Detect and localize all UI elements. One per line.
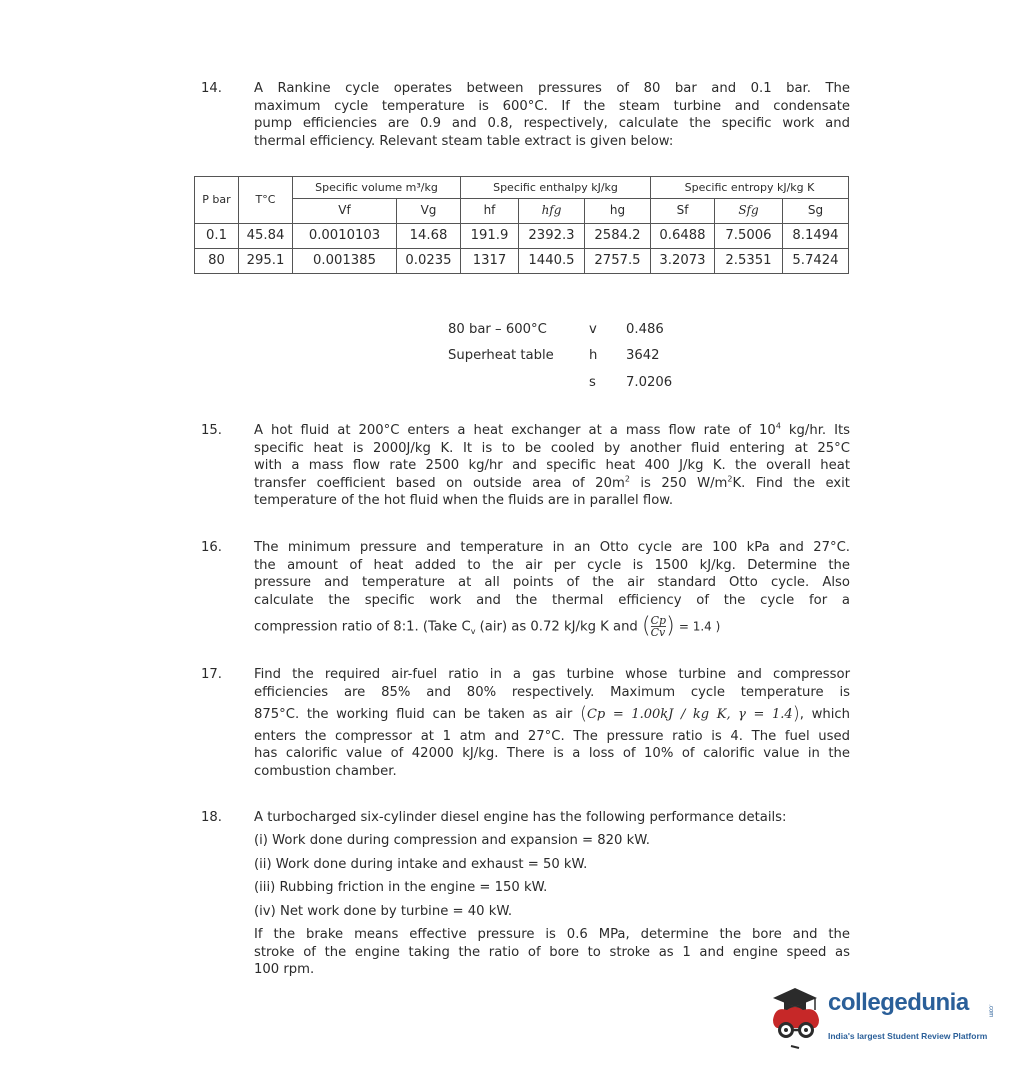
list-item: (ii) Work done during intake and exhaust = 50 kW. — [254, 856, 588, 872]
superheat-v-symbol: v — [589, 322, 597, 337]
text-line: compression ratio of 8:1. (Take $C_v$ (air) as 0.72 kJ/kg K and ( $\frac{Cp}{Cv}$ ) = 1.4 ) — [254, 614, 721, 640]
subheader-sfg: Sfg — [715, 199, 783, 224]
subheader-hfg: hfg — [519, 199, 585, 224]
cp-cv-fraction: $\frac{Cp}{Cv}$ — [650, 614, 667, 640]
cell: 2.5351 — [715, 249, 783, 274]
steam-table — [194, 176, 849, 274]
text-line: A Rankine cycle operates between pressures of 80 bar and 0.1 bar. The — [254, 81, 850, 96]
table-row — [195, 249, 849, 274]
cell: 0.0010103 — [293, 224, 397, 249]
text-line: stroke of the engine taking the ratio of bore to stroke as 1 and engine speed as — [254, 944, 850, 960]
cell: 2584.2 — [585, 224, 651, 249]
text-line: efficiencies are 85% and 80% respectively. Maximum cycle temperature is — [254, 684, 850, 700]
question-text — [254, 422, 850, 510]
superheat-s-value: 7.0206 — [626, 375, 673, 390]
text-line: The minimum pressure and temperature in an Otto cycle are 100 kPa and 27°C. — [254, 540, 850, 555]
mascot-icon — [765, 980, 827, 1060]
question-text — [254, 80, 850, 150]
text-line: combustion chamber. — [254, 763, 397, 779]
text-line: transfer coefficient based on outside area of $20m^2$ is 250 $W/m^2K$. Find the exit — [254, 474, 850, 491]
collegedunia-logo — [765, 980, 995, 1070]
superheat-h-value: 3642 — [626, 348, 660, 363]
text-line: specific heat is 2000J/kg K. It is to be cooled by another fluid entering at 25°C — [254, 440, 850, 456]
text-line: If the brake means effective pressure is 0.6 MPa, determine the bore and the — [254, 927, 850, 942]
cell: 2757.5 — [585, 249, 651, 274]
left-paren: ( — [642, 614, 651, 640]
list-item: (iv) Net work done by turbine = 40 kW. — [254, 903, 513, 919]
superheat-h-symbol: h — [589, 348, 598, 363]
cell: 0.6488 — [651, 224, 715, 249]
cell: 0.001385 — [293, 249, 397, 274]
text-line: pump efficiencies are 0.9 and 0.8, respectively, calculate the specific work and — [254, 116, 850, 132]
list-item: (i) Work done during compression and expansion = 820 kW. — [254, 833, 650, 848]
question-text — [254, 666, 850, 780]
text-line: with a mass flow rate 2500 kg/hr and specific heat 400 J/kg K. the overall heat — [254, 458, 850, 474]
header-specific-entropy: Specific entropy kJ/kg K — [651, 177, 849, 199]
text-line: enters the compressor at 1 atm and 27°C. The pressure ratio is 4. The fuel used — [254, 728, 850, 744]
cell: 1317 — [461, 249, 519, 274]
cell: 14.68 — [397, 224, 461, 249]
cell: 2392.3 — [519, 224, 585, 249]
superheat-label: Superheat table — [448, 348, 554, 363]
text-line: calculate the specific work and the thermal efficiency of the cycle for a — [254, 592, 850, 608]
question-number: 16. — [201, 540, 222, 555]
question-text — [254, 809, 850, 979]
subheader-sf: Sf — [651, 199, 715, 224]
text-line: Find the required air-fuel ratio in a gas turbine whose turbine and compressor — [254, 667, 850, 682]
subheader-sg: Sg — [783, 199, 849, 224]
question-number: 15. — [201, 423, 222, 438]
cell: 8.1494 — [783, 224, 849, 249]
text-line: 100 rpm. — [254, 962, 315, 978]
question-number: 17. — [201, 667, 222, 682]
question-intro: A turbocharged six-cylinder diesel engine has the following performance details: — [254, 810, 787, 825]
cell: 1440.5 — [519, 249, 585, 274]
header-specific-volume: Specific volume m³/kg — [293, 177, 461, 199]
text-line: 875°C. the working fluid can be taken as air (Cp = 1.00kJ / kg K, γ = 1.4), which — [254, 703, 851, 725]
cell: 80 — [195, 249, 239, 274]
text-line: temperature of the hot fluid when the fluids are in parallel flow. — [254, 493, 674, 509]
list-item: (iii) Rubbing friction in the engine = 150 kW. — [254, 880, 548, 895]
text-line: pressure and temperature at all points of the air standard Otto cycle. Also — [254, 575, 850, 591]
cell: 191.9 — [461, 224, 519, 249]
text-line: A hot fluid at 200°C enters a heat exchanger at a mass flow rate of $10^4$ kg/hr. Its — [254, 421, 851, 438]
header-specific-enthalpy: Specific enthalpy kJ/kg — [461, 177, 651, 199]
logo-wordmark: collegedunia — [828, 989, 969, 1016]
air-properties-formula: Cp = 1.00kJ / kg K, γ = 1.4 — [586, 706, 793, 722]
subheader-hg: hg — [585, 199, 651, 224]
subheader-hf: hf — [461, 199, 519, 224]
table-row — [195, 224, 849, 249]
cell: 7.5006 — [715, 224, 783, 249]
cell: 295.1 — [239, 249, 293, 274]
superheat-condition: 80 bar – 600°C — [448, 322, 547, 337]
question-number: 18. — [201, 810, 222, 825]
logo-tagline: India's largest Student Review Platform — [828, 1031, 988, 1041]
logo-dotcom: .com — [987, 1004, 994, 1018]
cell: 0.0235 — [397, 249, 461, 274]
subheader-vf: Vf — [293, 199, 397, 224]
text-line: the amount of heat added to the air per cycle is 1500 kJ/kg. Determine the — [254, 557, 850, 573]
cell: 3.2073 — [651, 249, 715, 274]
question-number: 14. — [201, 81, 222, 96]
text-line: thermal efficiency. Relevant steam table extract is given below: — [254, 133, 674, 149]
superheat-s-symbol: s — [589, 375, 596, 390]
text-line: maximum cycle temperature is 600°C. If the steam turbine and condensate — [254, 98, 850, 114]
cell: 5.7424 — [783, 249, 849, 274]
header-temperature: T°C — [239, 177, 293, 224]
cell: 45.84 — [239, 224, 293, 249]
superheat-v-value: 0.486 — [626, 322, 664, 337]
cell: 0.1 — [195, 224, 239, 249]
question-text — [254, 539, 850, 638]
right-paren: ) — [666, 614, 675, 640]
subheader-vg: Vg — [397, 199, 461, 224]
header-pressure: P bar — [195, 177, 239, 224]
text-line: has calorific value of 42000 kJ/kg. There is a loss of 10% of calorific value in the — [254, 746, 850, 762]
